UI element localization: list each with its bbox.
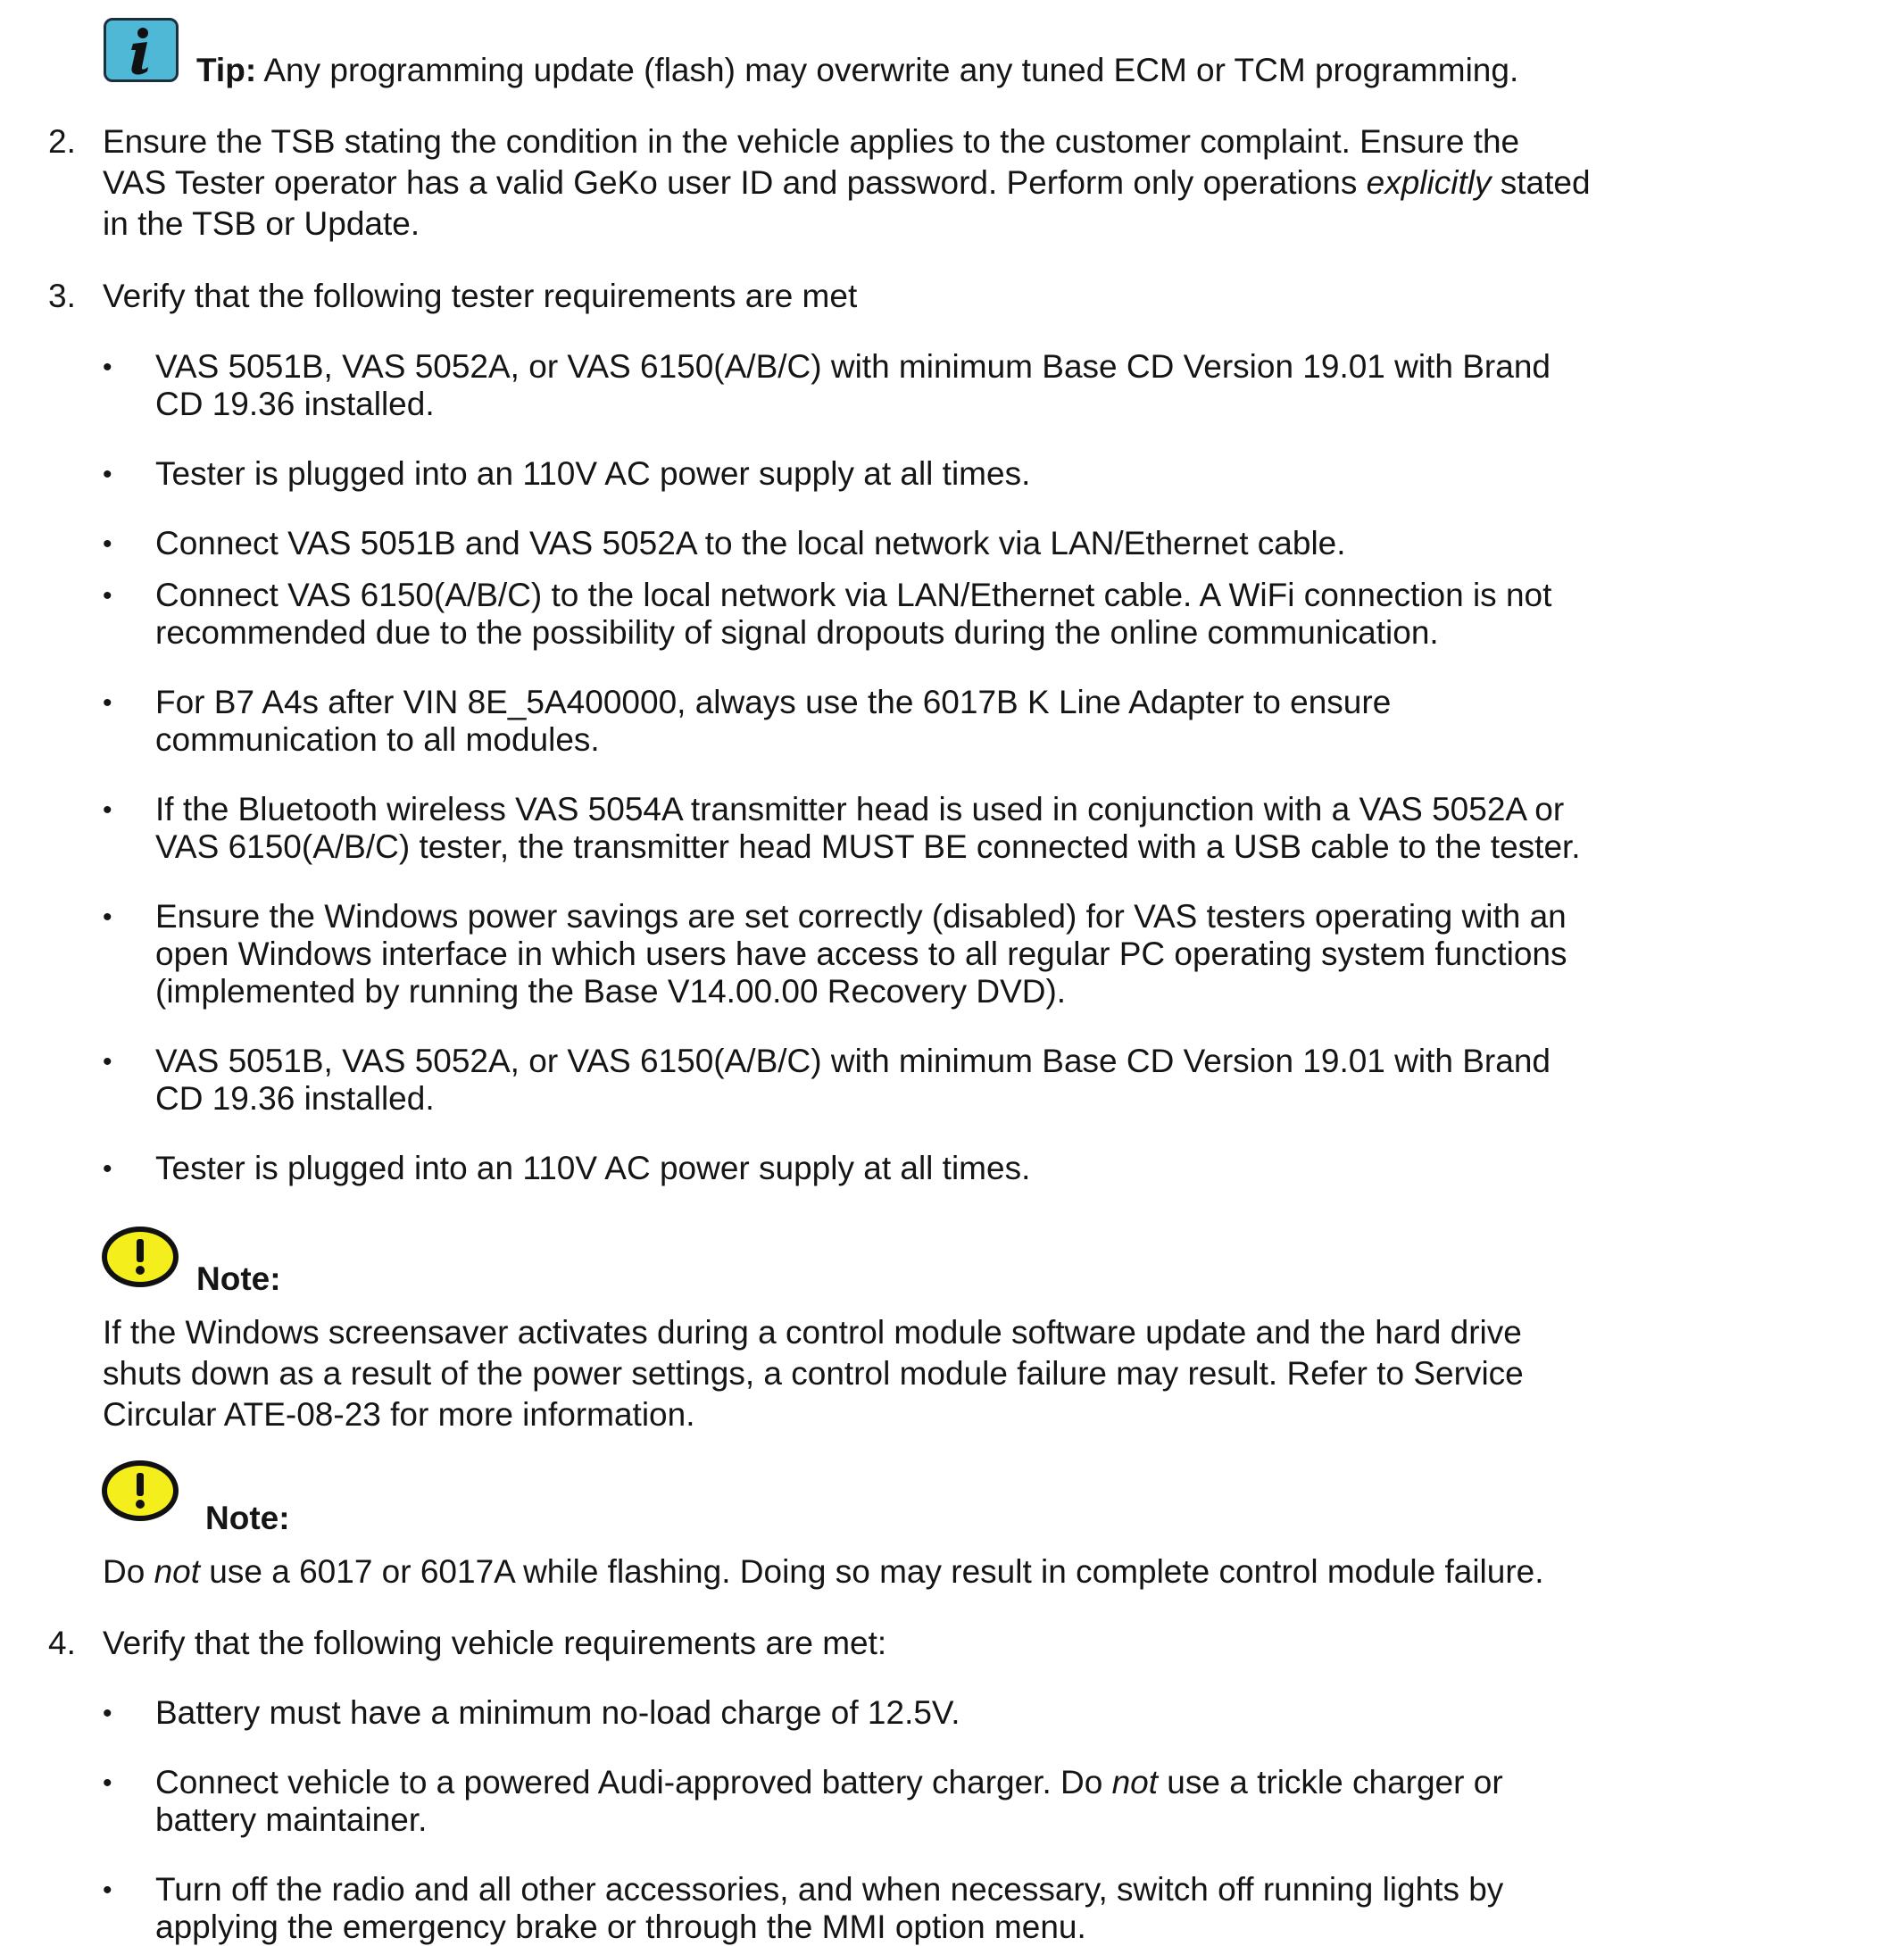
note1-line1: If the Windows screensaver activates during a control module software update and the hard drive — [103, 1314, 1522, 1351]
step3-bullet-line: (implemented by running the Base V14.00.00 Recovery DVD). — [155, 973, 1067, 1010]
step-number: 3. — [48, 278, 76, 314]
step4-bullet2b: use a trickle charger or — [1158, 1764, 1503, 1800]
bullet-dot: • — [103, 1047, 112, 1077]
tip-text — [196, 52, 1518, 89]
note2-text — [103, 1553, 1799, 1591]
step3-bullet-line: If the Bluetooth wireless VAS 5054A transmitter head is used in conjunction with a VAS 5052A or — [155, 791, 1565, 827]
step4-bullet2a: Connect vehicle to a powered Audi-approved battery charger. Do — [155, 1764, 1112, 1800]
note2-label: Note: — [205, 1500, 290, 1536]
step4-bullet-battery: Battery must have a minimum no-load charge of 12.5V. — [155, 1694, 960, 1731]
bullet-dot: • — [103, 795, 112, 825]
note1-label: Note: — [196, 1260, 281, 1297]
info-icon — [104, 18, 179, 82]
bullet-dot: • — [103, 1154, 112, 1184]
bullet-dot: • — [103, 1699, 112, 1728]
bullet-dot: • — [103, 460, 112, 489]
step3-bullet-line: Ensure the Windows power savings are set correctly (disabled) for VAS testers operating with an — [155, 898, 1567, 935]
tip-label: Tip: — [196, 52, 257, 88]
step3-bullet-line: VAS 6150(A/B/C) tester, the transmitter head MUST BE connected with a USB cable to the tester. — [155, 828, 1581, 865]
step3-bullet-line: VAS 5051B, VAS 5052A, or VAS 6150(A/B/C) with minimum Base CD Version 19.01 with Brand — [155, 348, 1551, 385]
step3-bullet-line: Tester is plugged into an 110V AC power supply at all times. — [155, 455, 1031, 492]
bullet-dot: • — [103, 902, 112, 932]
note1-line2: shuts down as a result of the power settings, a control module failure may result. Refer to Service — [103, 1355, 1524, 1392]
step3-heading: Verify that the following tester requirements are met — [103, 278, 858, 314]
step4-bullet-accessories-line1: Turn off the radio and all other accessories, and when necessary, switch off running lights by — [155, 1871, 1504, 1908]
step3-bullet-line: Tester is plugged into an 110V AC power supply at all times. — [155, 1150, 1031, 1186]
step2-line2 — [103, 164, 1799, 202]
bullet-dot: • — [103, 1875, 112, 1905]
exclamation-icon — [102, 1460, 179, 1521]
step3-bullet-line: Connect VAS 5051B and VAS 5052A to the local network via LAN/Ethernet cable. — [155, 525, 1346, 561]
tip-body: Any programming update (flash) may overwrite any tuned ECM or TCM programming. — [256, 52, 1519, 88]
step2-line2a: VAS Tester operator has a valid GeKo user ID and password. Perform only operations — [103, 164, 1367, 201]
step4-bullet2-emphasis: not — [1111, 1764, 1159, 1800]
step3-bullet-line: CD 19.36 installed. — [155, 1080, 435, 1117]
step4-bullet-charger-line1 — [155, 1764, 1798, 1801]
bullet-dot: • — [103, 529, 112, 559]
step2-emphasis: explicitly — [1366, 164, 1492, 201]
note2-text-b: use a 6017 or 6017A while flashing. Doing so may result in complete control module failure. — [200, 1553, 1544, 1590]
step-number: 2. — [48, 123, 76, 160]
bullet-dot: • — [103, 688, 112, 718]
step3-bullet-line: VAS 5051B, VAS 5052A, or VAS 6150(A/B/C) with minimum Base CD Version 19.01 with Brand — [155, 1043, 1551, 1079]
note2-emphasis: not — [154, 1553, 201, 1590]
note1-line3: Circular ATE-08-23 for more information. — [103, 1396, 695, 1433]
step3-bullet-line: CD 19.36 installed. — [155, 386, 435, 422]
step2-line3: in the TSB or Update. — [103, 205, 420, 242]
step2-line2b: stated — [1491, 164, 1591, 201]
step3-bullet-line: open Windows interface in which users have access to all regular PC operating system functions — [155, 936, 1567, 972]
exclamation-icon — [102, 1227, 179, 1287]
bullet-dot: • — [103, 1768, 112, 1798]
step-number: 4. — [48, 1625, 76, 1661]
step3-bullet-line: recommended due to the possibility of signal dropouts during the online communication. — [155, 614, 1439, 651]
step4-bullet-charger-line2: battery maintainer. — [155, 1801, 428, 1838]
step3-bullet-line: communication to all modules. — [155, 721, 600, 758]
step3-bullet-line: Connect VAS 6150(A/B/C) to the local network via LAN/Ethernet cable. A WiFi connection is not — [155, 577, 1552, 613]
step2-line1: Ensure the TSB stating the condition in the vehicle applies to the customer complaint. Ensure the — [103, 123, 1520, 160]
bullet-dot: • — [103, 581, 112, 611]
step4-heading: Verify that the following vehicle requirements are met: — [103, 1625, 887, 1661]
step4-bullet-accessories-line2: applying the emergency brake or through the MMI option menu. — [155, 1909, 1086, 1945]
step3-bullet-line: For B7 A4s after VIN 8E_5A400000, always use the 6017B K Line Adapter to ensure — [155, 684, 1392, 720]
bullet-dot: • — [103, 353, 112, 382]
note2-text-a: Do — [103, 1553, 154, 1590]
